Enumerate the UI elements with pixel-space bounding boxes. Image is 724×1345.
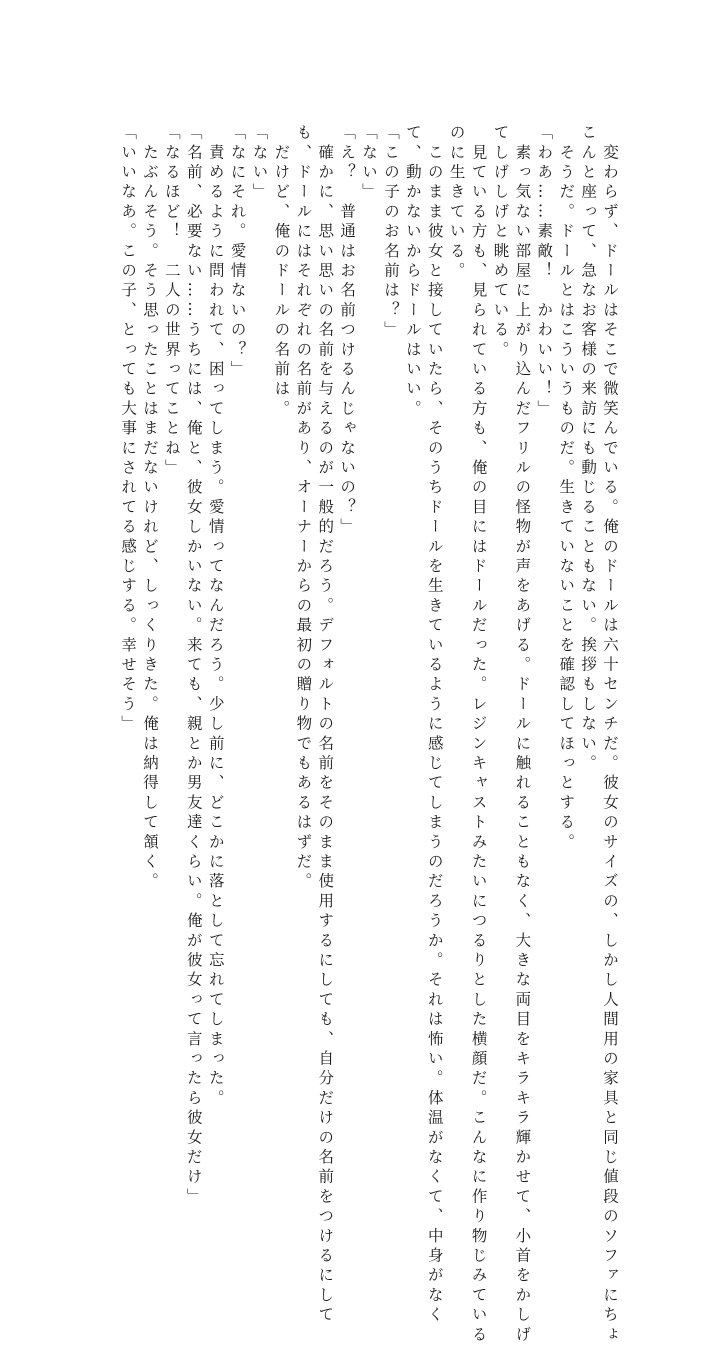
dialogue-line: 「なにそれ。愛情ないの？」 (228, 124, 247, 381)
dialogue-line: 「ない」 (360, 124, 379, 203)
dialogue-line: 「わあ……素敵！ かわいい！」 (535, 124, 554, 420)
dialogue-line: 「いいなあ。この子、とっても大事にされてる感じする。幸せそう」 (119, 124, 138, 735)
text-line: も、ドールにはそれぞれの名前があり、オーナーからの最初の贈り物でもあるはずだ。 (294, 124, 313, 893)
text-line: 変わらず、ドールはそこで微笑んでいる。俺のドールは六十センチだ。彼女のサイズの、しかし人間用の家具と同じ値段のソファにちょ (601, 124, 619, 1345)
text-line: たぶんそう。そう思ったことはまだないけれど、しっくりきた。俺は納得して頷く。 (140, 124, 159, 893)
dialogue-line: 「名前、必要ない……うちには、俺と、彼女しかいない。来ても、親とか男友達くらい。俺が彼女って言ったら彼女だけ」 (184, 124, 203, 1208)
text-line: 責めるように問われて、困ってしまう。愛情ってなんだろう。少し前に、どこかに落として忘れてしまった。 (206, 124, 225, 1109)
text-line: 確かに、思い思いの名前を与えるのが一般的だろう。デフォルトの名前をそのまま使用するにしても、自分だけの名前をつけるにして (316, 124, 335, 1326)
dialogue-line: 「この子のお名前は？」 (381, 124, 400, 341)
text-line: て、動かないからドールはいい。 (403, 124, 422, 420)
text-line: こんと座って、急なお客様の来訪にも動じることもない。挨拶もしない。 (579, 124, 598, 775)
text-line: このまま彼女と接していたら、そのうちドールを生きているように感じてしまうのだろうか。それは怖い。体温がなくて、中身がなく (425, 124, 444, 1326)
dialogue-line: 「なるほど！ 二人の世界ってことね」 (162, 124, 181, 479)
text-line: のに生きている。 (447, 124, 466, 282)
text-line: 見ている方も、見られている方も、俺の目にはドールだった。レジンキャストみたいにつるりとした横顔だ。こんなに作り物じみている (469, 124, 488, 1345)
text-line: そうだ。ドールとはこういうものだ。生きていないことを確認してほっとする。 (557, 124, 576, 853)
text-line: 素っ気ない部屋に上がり込んだフリルの怪物が声をあげる。ドールに触れることもなく、大きな両目をキラキラ輝かせて、小首をかしげ (513, 124, 532, 1345)
text-line: てしげしげと眺めている。 (491, 124, 510, 361)
vertical-text-body (116, 124, 620, 1345)
dialogue-line: 「ない」 (250, 124, 269, 203)
dialogue-line: 「え？ 普通はお名前つけるんじゃないの？」 (338, 124, 357, 538)
text-line: だけど、俺のドールの名前は。 (272, 124, 291, 420)
